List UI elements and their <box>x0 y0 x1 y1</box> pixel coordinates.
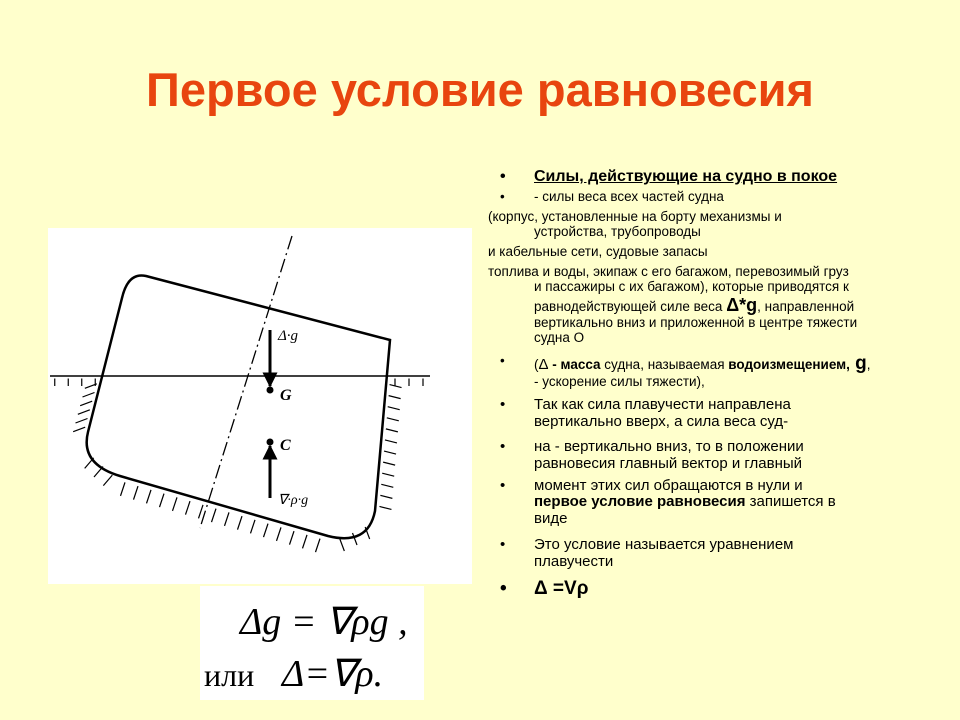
pressure-arrow <box>173 497 178 511</box>
text-l2b: устройства, трубопроводы <box>534 224 701 240</box>
pressure-arrow <box>103 475 112 485</box>
text-l1: • - силы веса всех частей судна <box>488 189 946 204</box>
pressure-arrow <box>380 495 392 498</box>
slide-title: Первое условие равновесия <box>146 63 814 116</box>
pressure-arrow <box>85 458 94 469</box>
pressure-arrow <box>94 467 103 478</box>
text-p6a: • Так как сила плавучести направлена <box>488 397 946 414</box>
pressure-arrow <box>160 494 165 508</box>
text-p8b <box>488 494 946 511</box>
formula-or-word: или <box>204 657 255 693</box>
heading-text: Силы, действующие на судно в покое <box>534 168 838 185</box>
text-l3: и кабельные сети, судовые запасы <box>488 244 708 260</box>
text-l2a: (корпус, установленные на борту механизмы и <box>488 209 782 225</box>
pressure-arrow <box>316 539 321 553</box>
pressure-arrow <box>379 506 391 509</box>
buoyancy-equation: • Δ =Vρ <box>488 578 946 599</box>
formula-line-1: Δg = ∇ρg , <box>240 601 408 643</box>
center-of-gravity-dot <box>267 387 274 394</box>
text-l4b: и пассажиры с их багажом), которые приводятся к <box>534 279 849 295</box>
pressure-arrow <box>134 486 139 500</box>
text-l5-rest: судна, называемая <box>600 356 729 372</box>
pressure-arrow <box>387 418 399 421</box>
hull-centerline <box>200 236 292 528</box>
text-p8a: • момент этих сил обращаются в нули и <box>488 478 946 495</box>
text-p9a: • Это условие называется уравнением <box>488 537 946 554</box>
text-l4c-post: , направленной <box>757 298 855 314</box>
text-p6b: вертикально вверх, а сила веса суд- <box>534 413 789 431</box>
g-label: G <box>280 387 292 404</box>
pressure-arrow <box>238 516 243 530</box>
pressure-arrow <box>303 535 308 549</box>
hull-svg <box>48 228 472 584</box>
text-p7b: равновесия главный вектор и главный <box>534 454 803 472</box>
text-l5b: - ускорение силы тяжести), <box>534 374 705 390</box>
text-l5 <box>488 353 946 374</box>
pressure-arrow <box>382 473 394 476</box>
text-l5-open: ( <box>534 356 539 372</box>
text-l5-mid: - масса <box>548 356 601 372</box>
pressure-arrow <box>384 451 396 454</box>
heading-item <box>488 168 946 186</box>
ship-hull-diagram <box>48 228 472 584</box>
first-condition-phrase: первое условие равновесия <box>534 493 746 511</box>
pressure-arrow <box>80 401 92 406</box>
pressure-arrow <box>340 539 345 551</box>
slide-text <box>488 168 946 600</box>
text-p8b-rest: запишется в <box>745 493 836 511</box>
c-label: C <box>280 437 291 454</box>
pressure-arrow <box>389 396 401 399</box>
pressure-arrow <box>73 427 85 432</box>
pressure-arrow <box>264 524 269 538</box>
weight-force-symbol: Δ*g <box>726 294 758 315</box>
weight-label: Δ·g <box>278 328 299 344</box>
pressure-arrow <box>186 501 191 515</box>
center-of-buoyancy-dot <box>267 439 274 446</box>
text-p8c: виде <box>534 510 568 528</box>
text-l4d: вертикально вниз и приложенной в центре тяжести <box>534 314 858 330</box>
pressure-arrow <box>386 429 398 432</box>
formula-box <box>200 586 424 700</box>
pressure-arrow <box>383 462 395 465</box>
pressure-arrow <box>381 484 393 487</box>
text-l5-end: , <box>866 356 871 372</box>
text-l4a: топлива и воды, экипаж с его багажом, перевозимый груз <box>488 264 849 280</box>
pressure-arrow <box>78 410 90 415</box>
pressure-arrow <box>147 490 152 504</box>
formula-line-2: Δ=∇ρ. <box>282 653 384 695</box>
text-p9b: плавучести <box>534 552 614 570</box>
pressure-arrow <box>290 531 295 545</box>
pressure-arrow <box>83 393 95 398</box>
pressure-arrow <box>76 419 88 424</box>
pressure-arrow <box>251 520 256 534</box>
text-l4c-pre: равнодействующей силе веса <box>534 298 727 314</box>
delta-symbol: Δ <box>538 355 549 373</box>
pressure-arrow <box>225 512 230 526</box>
g-symbol: g <box>849 352 867 374</box>
buoyancy-label: ∇·ρ·g <box>278 493 309 508</box>
pressure-arrow <box>385 440 397 443</box>
formula-svg <box>200 586 424 700</box>
text-l4e: судна О <box>534 329 585 345</box>
pressure-arrow <box>212 509 217 523</box>
displacement-word: водоизмещением, <box>728 356 850 372</box>
pressure-arrow <box>277 527 282 541</box>
pressure-arrow <box>353 533 358 545</box>
pressure-arrow <box>199 505 204 519</box>
pressure-arrow <box>388 407 400 410</box>
text-p7a: • на - вертикально вниз, то в положении <box>488 439 946 456</box>
text-l4c <box>488 295 946 315</box>
pressure-arrow <box>121 482 126 496</box>
